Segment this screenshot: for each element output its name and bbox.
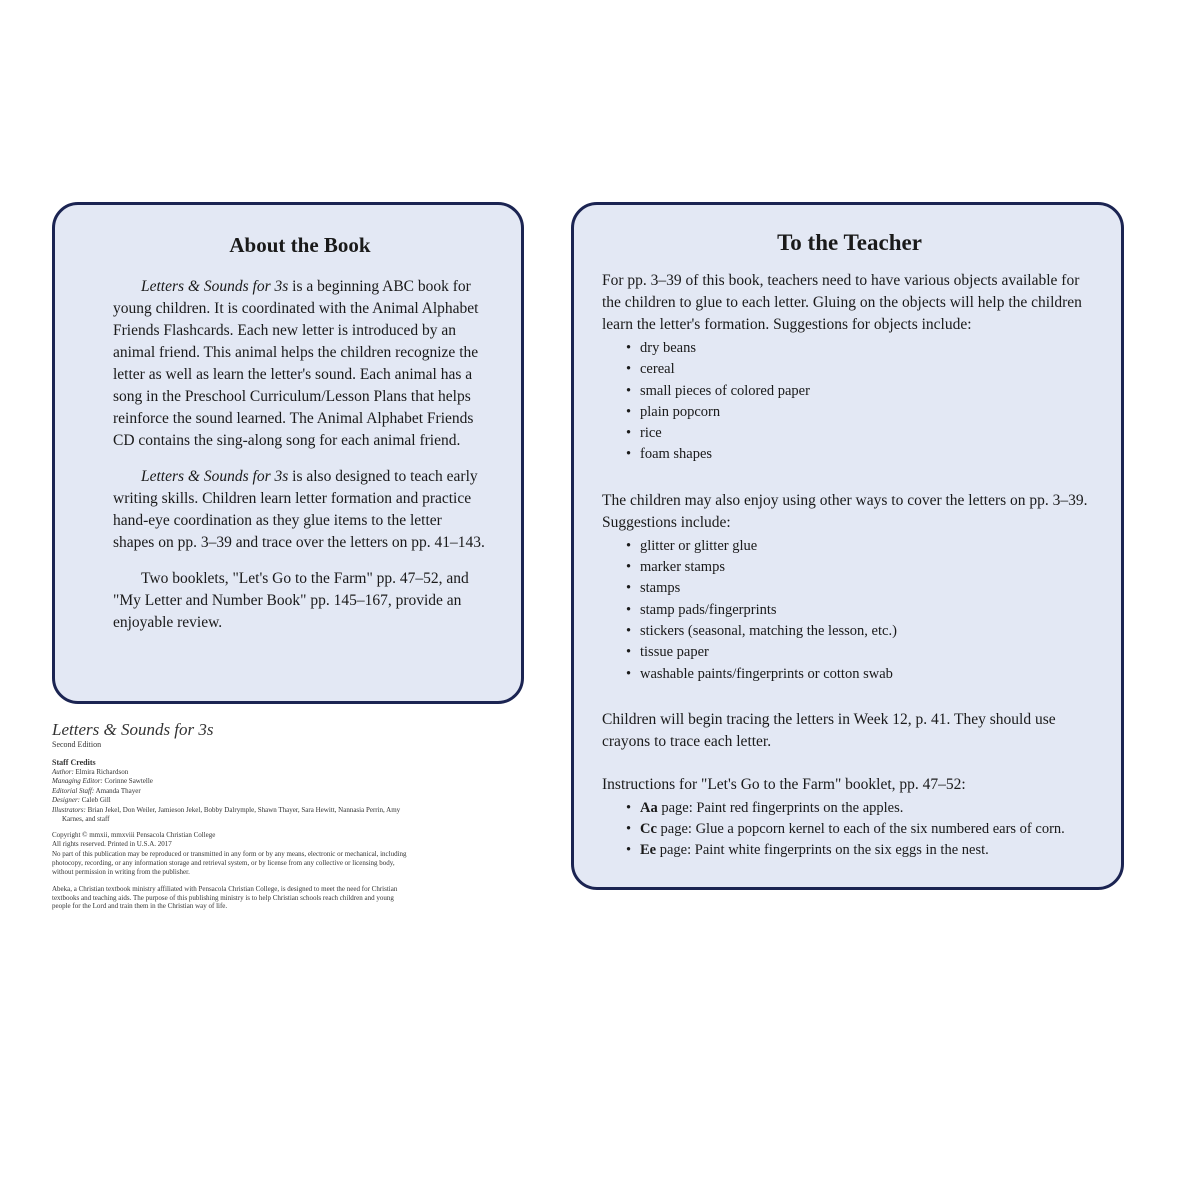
role-label: Illustrators: xyxy=(52,805,86,814)
list-item: • small pieces of colored paper xyxy=(640,381,1097,402)
other-ways-list xyxy=(602,536,1097,685)
list-item xyxy=(640,840,1097,861)
edition-label: Second Edition xyxy=(52,740,102,749)
designer-credit xyxy=(52,796,412,805)
book-title-italic: Letters & Sounds for 3s xyxy=(141,468,289,485)
editorial-staff-credit xyxy=(52,787,412,796)
list-item: • stickers (seasonal, matching the lesson, etc.) xyxy=(640,621,1097,642)
instructions-list xyxy=(602,798,1097,862)
about-paragraph-3: Two booklets, "Let's Go to the Farm" pp. 47–52, and "My Letter and Number Book" pp. 145–167, provide an enjoyable review. xyxy=(113,570,469,631)
book-title-italic: Letters & Sounds for 3s xyxy=(141,278,289,295)
about-heading: About the Book xyxy=(229,233,371,257)
list-item: • cereal xyxy=(640,359,1097,380)
role-label: Author: xyxy=(52,768,74,776)
about-paragraph-2-text: is also designed to teach early writing skills. Children learn letter formation and practice hand-eye coordination as they glue items to the letter shapes on pp. 3–39 and trace over the letters on pp. 41–143. xyxy=(113,468,485,551)
list-item: • glitter or glitter glue xyxy=(640,536,1097,557)
instruction-text: page: Paint red fingerprints on the apples. xyxy=(657,799,904,816)
illustrators-credit xyxy=(52,806,412,825)
credit-name: Amanda Thayer xyxy=(94,786,141,795)
list-item: • stamps xyxy=(640,578,1097,599)
credit-name: Elmira Richardson xyxy=(73,768,129,776)
abeka-statement: Abeka, a Christian textbook ministry affiliated with Pensacola Christian College, is designed to meet the need for Christian textbooks and teaching aids. The purpose of this publishing ministry is to help Christian schools reach children and young people for the Lord and train them in the Christian way of life. xyxy=(52,884,398,911)
list-item: • washable paints/fingerprints or cotton swab xyxy=(640,664,1097,685)
staff-credits-heading: Staff Credits xyxy=(52,758,96,767)
spacer xyxy=(602,685,1097,709)
about-paragraph-2 xyxy=(113,466,487,554)
list-item: • dry beans xyxy=(640,338,1097,359)
managing-editor-credit xyxy=(52,777,412,786)
role-label: Designer: xyxy=(52,796,80,805)
instruction-text: page: Glue a popcorn kernel to each of the six numbered ears of corn. xyxy=(656,821,1065,838)
list-item: • rice xyxy=(640,423,1097,444)
spacer xyxy=(602,466,1097,490)
role-label: Editorial Staff: xyxy=(52,786,95,795)
spacer xyxy=(602,753,1097,774)
author-credit xyxy=(52,768,412,777)
list-item: • marker stamps xyxy=(640,557,1097,578)
about-the-book-box xyxy=(52,202,524,704)
credit-name: Corinne Sawtelle xyxy=(102,777,153,786)
rights-line: All rights reserved. Printed in U.S.A. 2017 xyxy=(52,840,172,849)
instructions-intro: Instructions for "Let's Go to the Farm" booklet, pp. 47–52: xyxy=(602,775,966,793)
credits-block xyxy=(52,720,412,911)
permission-notice: No part of this publication may be reproduced or transmitted in any form or by any means, electronic or mechanical, including photocopy, recording, or any information storage and retrieval system, or by license from any collective or licensing body, without permission in writing from the publisher. xyxy=(52,849,407,877)
letter-key: Ee xyxy=(640,842,657,859)
list-item: • foam shapes xyxy=(640,444,1097,465)
list-item xyxy=(640,819,1097,840)
credit-name: Caleb Gill xyxy=(80,796,111,805)
about-paragraph-1 xyxy=(113,276,487,452)
credit-name: Brian Jekel, Don Weiler, Jamieson Jekel, Bobby Dalrymple, Shawn Thayer, Sara Hewitt, Nannasia Perrin, Amy Karnes, and staff xyxy=(62,805,401,824)
list-item: • tissue paper xyxy=(640,642,1097,663)
about-paragraph-1-text: is a beginning ABC book for young children. It is coordinated with the Animal Alphabet Friends Flashcards. Each new letter is introduced by an animal friend. This animal helps the children recognize the letter as well as learn the letter's sound. Each animal has a song in the Preschool Curriculum/Lesson Plans that helps reinforce the sound learned. The Animal Alphabet Friends CD contains the sing-along song for each animal friend. xyxy=(113,278,479,449)
other-ways-intro: The children may also enjoy using other ways to cover the letters on pp. 3–39. Suggestions include: xyxy=(602,491,1088,531)
copyright-line: Copyright © mmxii, mmxviii Pensacola Christian College xyxy=(52,831,216,840)
teacher-intro: For pp. 3–39 of this book, teachers need to have various objects available for the children to glue to each letter. Gluing on the objects will help the children learn the letter's formation. Suggestions for objects include: xyxy=(602,272,1082,333)
list-item: • plain popcorn xyxy=(640,402,1097,423)
role-label: Managing Editor: xyxy=(52,777,103,786)
list-item: • stamp pads/fingerprints xyxy=(640,600,1097,621)
tracing-paragraph: Children will begin tracing the letters in Week 12, p. 41. They should use crayons to trace each letter. xyxy=(602,710,1056,750)
list-item xyxy=(640,798,1097,819)
objects-list xyxy=(602,338,1097,466)
letter-key: Cc xyxy=(640,821,657,838)
instruction-text: page: Paint white fingerprints on the six eggs in the nest. xyxy=(656,842,989,859)
credits-title: Letters & Sounds for 3s xyxy=(52,720,214,739)
letter-key: Aa xyxy=(640,799,658,816)
to-the-teacher-box xyxy=(571,202,1124,890)
teacher-heading: To the Teacher xyxy=(777,230,922,255)
